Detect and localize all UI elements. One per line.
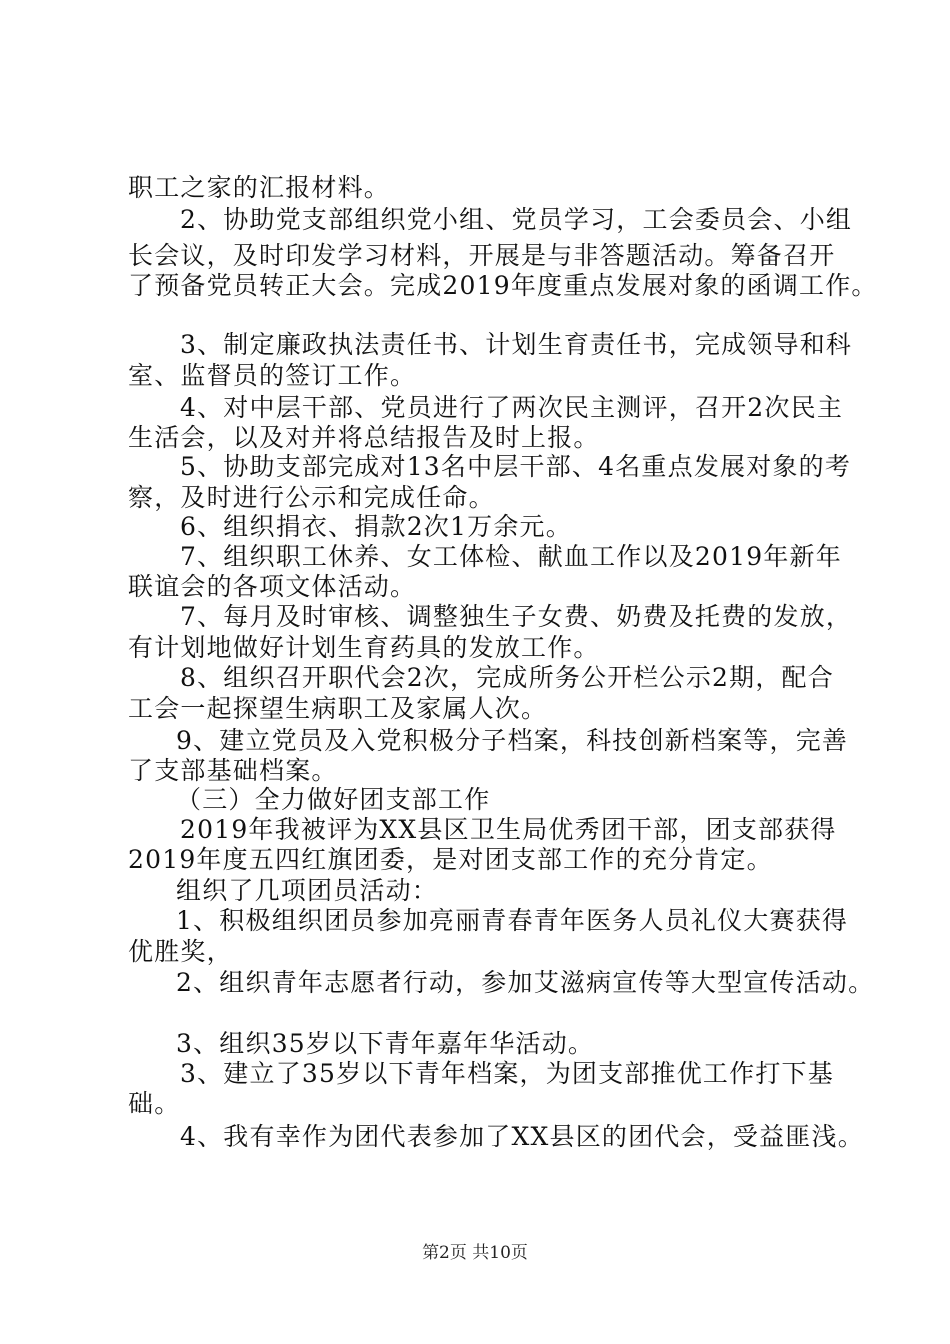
text-line: 1、积极组织团员参加亮丽青春青年医务人员礼仪大赛获得 [176, 906, 849, 935]
text-line: 6、组织捐衣、捐款2次1万余元。 [180, 512, 572, 541]
text-line: 了支部基础档案。 [128, 756, 338, 785]
text-line: 有计划地做好计划生育药具的发放工作。 [128, 633, 600, 662]
text-line: 组织了几项团员活动： [176, 876, 439, 905]
text-line: 生活会，以及对并将总结报告及时上报。 [128, 423, 600, 452]
text-line: 优胜奖， [128, 937, 233, 966]
text-line: 2019年我被评为XX县区卫生局优秀团干部，团支部获得 [180, 815, 837, 844]
text-line: 工会一起探望生病职工及家属人次。 [128, 694, 548, 723]
page-number-footer: 第2页 共10页 [422, 1243, 528, 1263]
text-line: 8、组织召开职代会2次，完成所务公开栏公示2期，配合 [180, 663, 834, 692]
text-line: 长会议，及时印发学习材料，开展是与非答题活动。筹备召开 [128, 241, 836, 270]
text-line: 2019年度五四红旗团委，是对团支部工作的充分肯定。 [128, 845, 773, 874]
text-line: 4、我有幸作为团代表参加了XX县区的团代会，受益匪浅。 [180, 1122, 864, 1151]
text-line: 2、组织青年志愿者行动，参加艾滋病宣传等大型宣传活动。 [176, 968, 875, 997]
text-line: 4、对中层干部、党员进行了两次民主测评，召开2次民主 [180, 393, 844, 422]
text-line: 7、每月及时审核、调整独生子女费、奶费及托费的发放， [180, 602, 853, 631]
text-line: 9、建立党员及入党积极分子档案，科技创新档案等，完善 [176, 726, 849, 755]
text-line: 职工之家的汇报材料。 [128, 173, 391, 202]
text-line: 3、制定廉政执法责任书、计划生育责任书，完成领导和科 [180, 330, 853, 359]
section-heading: （三）全力做好团支部工作 [176, 785, 491, 814]
text-line: 7、组织职工休养、女工体检、献血工作以及2019年新年 [180, 542, 842, 571]
text-line: 3、组织35岁以下青年嘉年华活动。 [176, 1029, 595, 1058]
text-line: 础。 [128, 1089, 181, 1118]
text-line: 2、协助党支部组织党小组、党员学习，工会委员会、小组 [180, 205, 853, 234]
text-line: 了预备党员转正大会。完成2019年度重点发展对象的函调工作。 [128, 271, 878, 300]
text-line: 察，及时进行公示和完成任命。 [128, 483, 495, 512]
text-line: 联谊会的各项文体活动。 [128, 572, 417, 601]
text-line: 3、建立了35岁以下青年档案，为团支部推优工作打下基 [180, 1059, 834, 1088]
text-line: 室、监督员的签订工作。 [128, 361, 417, 390]
text-line: 5、协助支部完成对13名中层干部、4名重点发展对象的考 [180, 452, 852, 481]
